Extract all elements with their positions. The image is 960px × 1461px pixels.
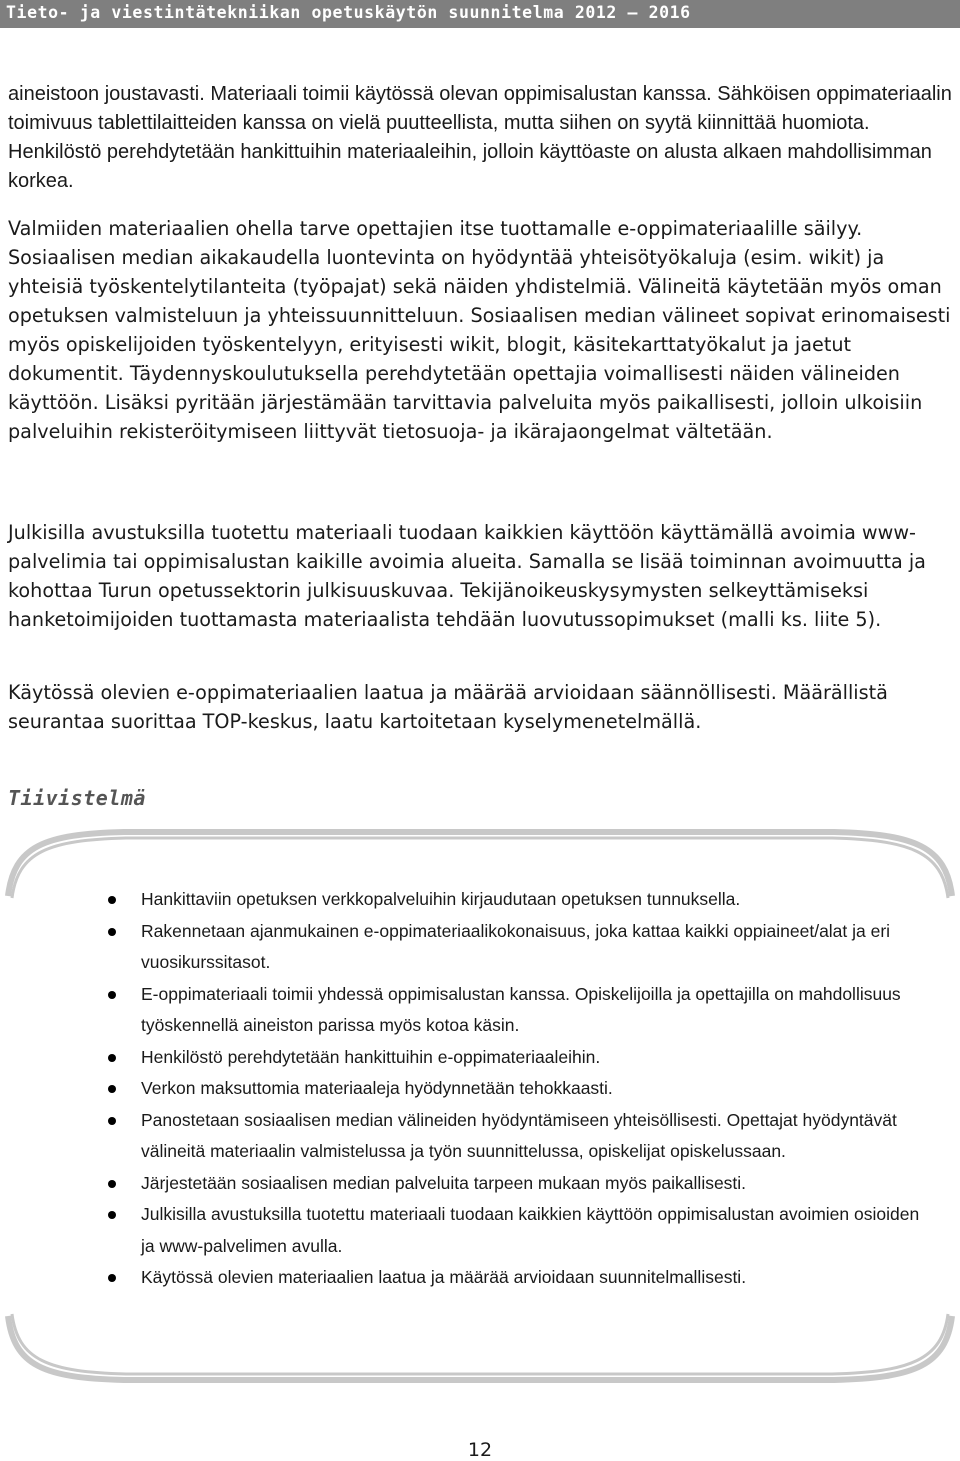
list-item: Järjestetään sosiaalisen median palveluita tarpeen mukaan myös paikallisesti.	[94, 1168, 924, 1200]
bullet-icon	[108, 1085, 116, 1093]
bullet-icon	[108, 991, 116, 999]
list-item: Henkilöstö perehdytetään hankittuihin e-oppimateriaaleihin.	[94, 1042, 924, 1074]
bullet-icon	[108, 1180, 116, 1188]
list-item: Verkon maksuttomia materiaaleja hyödynnetään tehokkaasti.	[94, 1073, 924, 1105]
bullet-icon	[108, 896, 116, 904]
bullet-icon	[108, 928, 116, 936]
paragraph-teacher-materials: Valmiiden materiaalien ohella tarve opettajien itse tuottamalle e-oppimateriaalille säilyy. Sosiaalisen median aikakaudella luontevinta on hyödyntää yhteisötyökaluja (esim. wikit) ja yhteisiä työskentelytilanteita (työpajat) sekä näiden yhdistelmiä. Välineitä käytetään myös oman opetuksen valmisteluun ja yhteissuunnitteluun. Sosiaalisen median välineet sopivat erinomaisesti myös opiskelijoiden työskentelyyn, erityisesti wikit, blogit, käsitekarttatyökalut ja jaetut dokumentit. Täydennyskoulutuksella perehdytetään opettajia voimallisesti näiden välineiden käyttöön. Lisäksi pyritään järjestämään tarvittavia palveluita myös paikallisesti, jolloin ulkoisiin palveluihin rekisteröitymiseen liittyvät tietosuoja- ja ikärajaongelmat vältetään.	[8, 217, 951, 443]
list-item: Panostetaan sosiaalisen median välineiden hyödyntämiseen yhteisöllisesti. Opettajat hyödyntävät välineitä materiaalin valmistelussa ja työn suunnittelussa, opiskelijat opiskelussaan.	[94, 1105, 924, 1168]
list-item: Rakennetaan ajanmukainen e-oppimateriaalikokonaisuus, joka kattaa kaikki oppiaineet/alat ja eri vuosikurssitasot.	[94, 916, 924, 979]
paragraph-quality-evaluation: Käytössä olevien e-oppimateriaalien laatua ja määrää arvioidaan säännöllisesti. Määrällistä seurantaa suorittaa TOP-keskus, laatu kartoitetaan kyselymenetelmällä.	[8, 681, 888, 733]
list-item: Käytössä olevien materiaalien laatua ja määrää arvioidaan suunnitelmallisesti.	[94, 1262, 924, 1294]
paragraph-materials: aineistoon joustavasti. Materiaali toimii käytössä olevan oppimisalustan kanssa. Sähköisen oppimateriaalin toimivuus tablettilaitteiden kanssa on vielä puutteellista, mutta siihen on syytä kiinnittää huomiota. Henkilöstö perehdytetään hankittuihin materiaaleihin, jolloin käyttöaste on alusta alkaen mahdollisimman korkea.	[8, 83, 952, 192]
bullet-icon	[108, 1274, 116, 1282]
summary-frame-bottom-curve	[8, 1316, 952, 1380]
bullet-icon	[108, 1211, 116, 1219]
summary-frame-bottom-curve-inner	[12, 1314, 948, 1374]
paragraph-public-funding: Julkisilla avustuksilla tuotettu materiaali tuodaan kaikkien käyttöön käyttämällä avoimia www-palvelimia tai oppimisalustan kaikille avoimia alueita. Samalla se lisää toiminnan avoimuutta ja kohottaa Turun opetussektorin julkisuuskuvaa. Tekijänoikeuskysymysten selkeyttämiseksi hanketoimijoiden tuottamasta materiaalista tehdään luovutussopimukset (malli ks. liite 5).	[8, 521, 926, 631]
list-item: E-oppimateriaali toimii yhdessä oppimisalustan kanssa. Opiskelijoilla ja opettajilla on mahdollisuus työskennellä aineiston parissa myös kotoa käsin.	[94, 979, 924, 1042]
list-item: Julkisilla avustuksilla tuotettu materiaali tuodaan kaikkien käyttöön oppimisalustan avoimien osioiden ja www-palvelimen avulla.	[94, 1199, 924, 1262]
document-title: Tieto- ja viestintätekniikan opetuskäytön suunnitelma 2012 – 2016	[6, 3, 691, 22]
bullet-icon	[108, 1117, 116, 1125]
bullet-icon	[108, 1054, 116, 1062]
summary-heading: Tiivistelmä	[8, 786, 146, 810]
page-header	[0, 0, 960, 28]
summary-list	[94, 884, 924, 1294]
page-number: 12	[467, 1439, 493, 1461]
list-item: Hankittaviin opetuksen verkkopalveluihin kirjaudutaan opetuksen tunnuksella.	[94, 884, 924, 916]
